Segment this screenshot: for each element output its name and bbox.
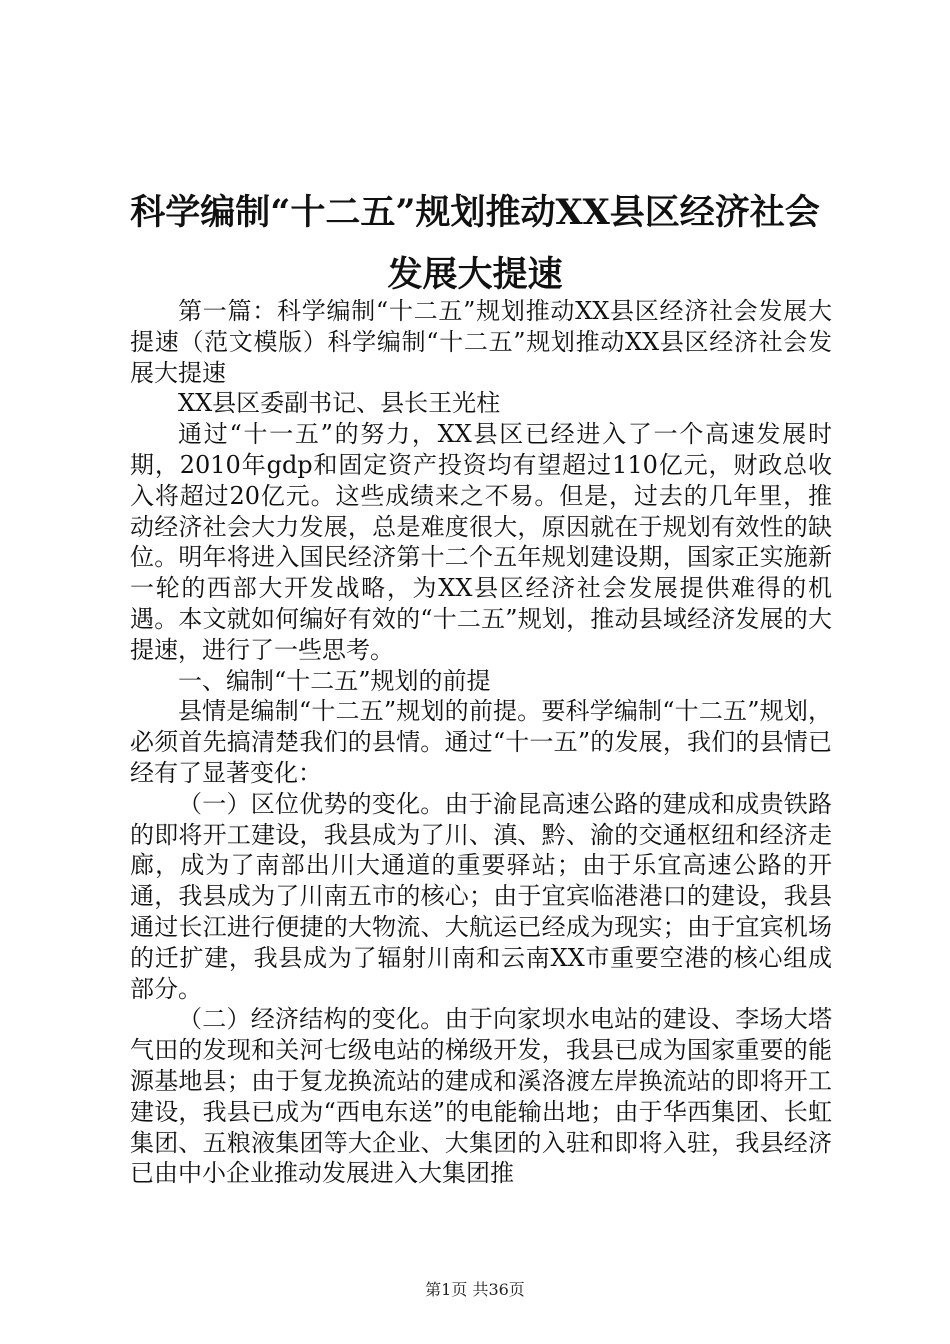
paragraph-location-advantage: （一）区位优势的变化。由于渝昆高速公路的建成和成贵铁路的即将开工建设，我县成为了川、滇、黔、渝的交通枢纽和经济走廊，成为了南部出川大通道的重要驿站；由于乐宜高速公路的开通，我县成为了川南五市的核心；由于宜宾临港港口的建设，我县通过长江进行便捷的大物流、大航运已经成为现实；由于宜宾机场的迁扩建，我县成为了辐射川南和云南XX市重要空港的核心组成部分。	[130, 789, 832, 1003]
paragraph-background: 通过“十一五”的努力，XX县区已经进入了一个高速发展时期，2010年gdp和固定资产投资均有望超过110亿元，财政总收入将超过20亿元。这些成绩来之不易。但是，过去的几年里，推动经济社会大力发展，总是难度很大，原因就在于规划有效性的缺位。明年将进入国民经济第十二个五年规划建设期，国家正实施新一轮的西部大开发战略，为XX县区经济社会发展提供难得的机遇。本文就如何编好有效的“十二五”规划，推动县域经济发展的大提速，进行了一些思考。	[130, 420, 832, 664]
document-title: 科学编制“十二五”规划推动XX县区经济社会发展大提速	[130, 192, 820, 295]
paragraph-intro: 第一篇：科学编制“十二五”规划推动XX县区经济社会发展大提速（范文模版）科学编制“十二五”规划推动XX县区经济社会发展大提速	[130, 297, 832, 387]
page-number-footer: 第1页 共36页	[425, 1280, 525, 1299]
paragraph-county-situation: 县情是编制“十二五”规划的前提。要科学编制“十二五”规划，必须首先搞清楚我们的县情。通过“十一五”的发展，我们的县情已经有了显著变化：	[130, 697, 832, 787]
paragraph-economic-structure: （二）经济结构的变化。由于向家坝水电站的建设、李场大塔气田的发现和关河七级电站的梯级开发，我县已成为国家重要的能源基地县；由于复龙换流站的建成和溪洛渡左岸换流站的即将开工建设，我县已成为“西电东送”的电能输出地；由于华西集团、长虹集团、五粮液集团等大企业、大集团的入驻和即将入驻，我县经济已由中小企业推动发展进入大集团推	[130, 1005, 832, 1188]
paragraph-author: XX县区委副书记、县长王光柱	[178, 389, 501, 418]
section-heading-1: 一、编制“十二五”规划的前提	[178, 666, 491, 695]
document-body	[130, 296, 832, 1189]
